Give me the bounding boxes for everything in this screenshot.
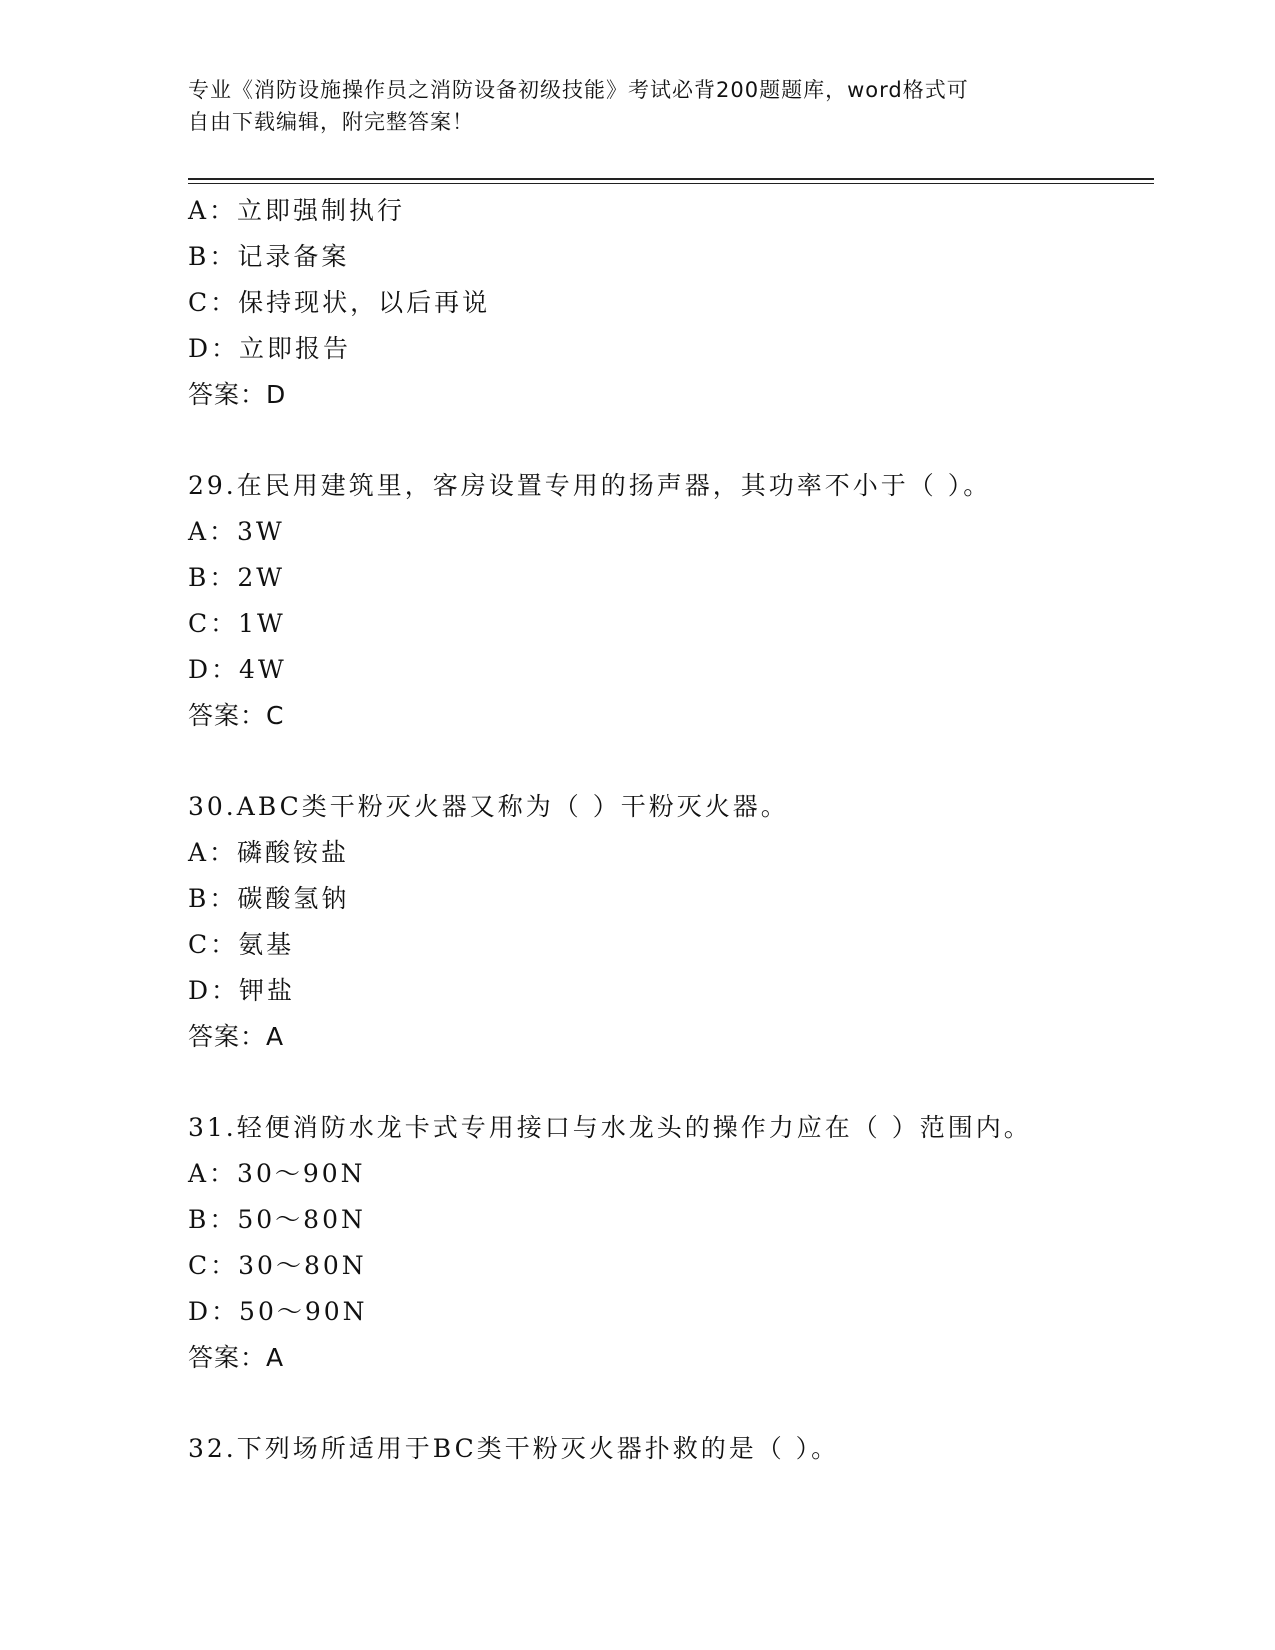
answer-line: 答案：A [188, 1022, 285, 1051]
question-31 [188, 1105, 1148, 1381]
spacer [188, 1381, 1148, 1426]
question-28 [188, 188, 1148, 418]
option-c: C：氨基 [188, 930, 295, 959]
option-a: A：30～90N [188, 1159, 366, 1188]
answer-line: 答案：A [188, 1343, 285, 1372]
option-b: B：2W [188, 563, 285, 592]
question-list [188, 188, 1148, 1472]
option-d: D：50～90N [188, 1297, 368, 1326]
spacer [188, 1060, 1148, 1105]
header-rule-thin [188, 183, 1154, 184]
option-a: A：3W [188, 517, 285, 546]
option-b: B：记录备案 [188, 242, 350, 271]
option-d: D：钾盐 [188, 976, 296, 1005]
answer-line: 答案：C [188, 701, 285, 730]
option-b: B：碳酸氢钠 [188, 884, 350, 913]
option-a: A：磷酸铵盐 [188, 838, 350, 867]
option-c: C：30～80N [188, 1251, 367, 1280]
option-b: B：50～80N [188, 1205, 366, 1234]
spacer [188, 739, 1148, 784]
option-c: C：1W [188, 609, 286, 638]
spacer [188, 418, 1148, 463]
question-stem: 31.轻便消防水龙卡式专用接口与水龙头的操作力应在（ ）范围内。 [188, 1113, 1032, 1142]
header-line-2: 自由下载编辑，附完整答案！ [188, 110, 474, 134]
question-32 [188, 1426, 1148, 1472]
question-stem: 30.ABC类干粉灭火器又称为（ ）干粉灭火器。 [188, 792, 789, 821]
header-line-1: 专业《消防设施操作员之消防设备初级技能》考试必背200题题库，word格式可 [188, 78, 969, 102]
question-stem: 32.下列场所适用于BC类干粉灭火器扑救的是（ ）。 [188, 1434, 840, 1463]
question-stem: 29.在民用建筑里，客房设置专用的扬声器，其功率不小于（ ）。 [188, 471, 992, 500]
option-c: C：保持现状，以后再说 [188, 288, 491, 317]
option-a: A：立即强制执行 [188, 196, 406, 225]
question-29 [188, 463, 1148, 739]
option-d: D：立即报告 [188, 334, 352, 363]
option-d: D：4W [188, 655, 287, 684]
answer-line: 答案：D [188, 380, 287, 409]
question-30 [188, 784, 1148, 1060]
document-header [188, 74, 1088, 138]
header-rule-thick [188, 178, 1154, 180]
